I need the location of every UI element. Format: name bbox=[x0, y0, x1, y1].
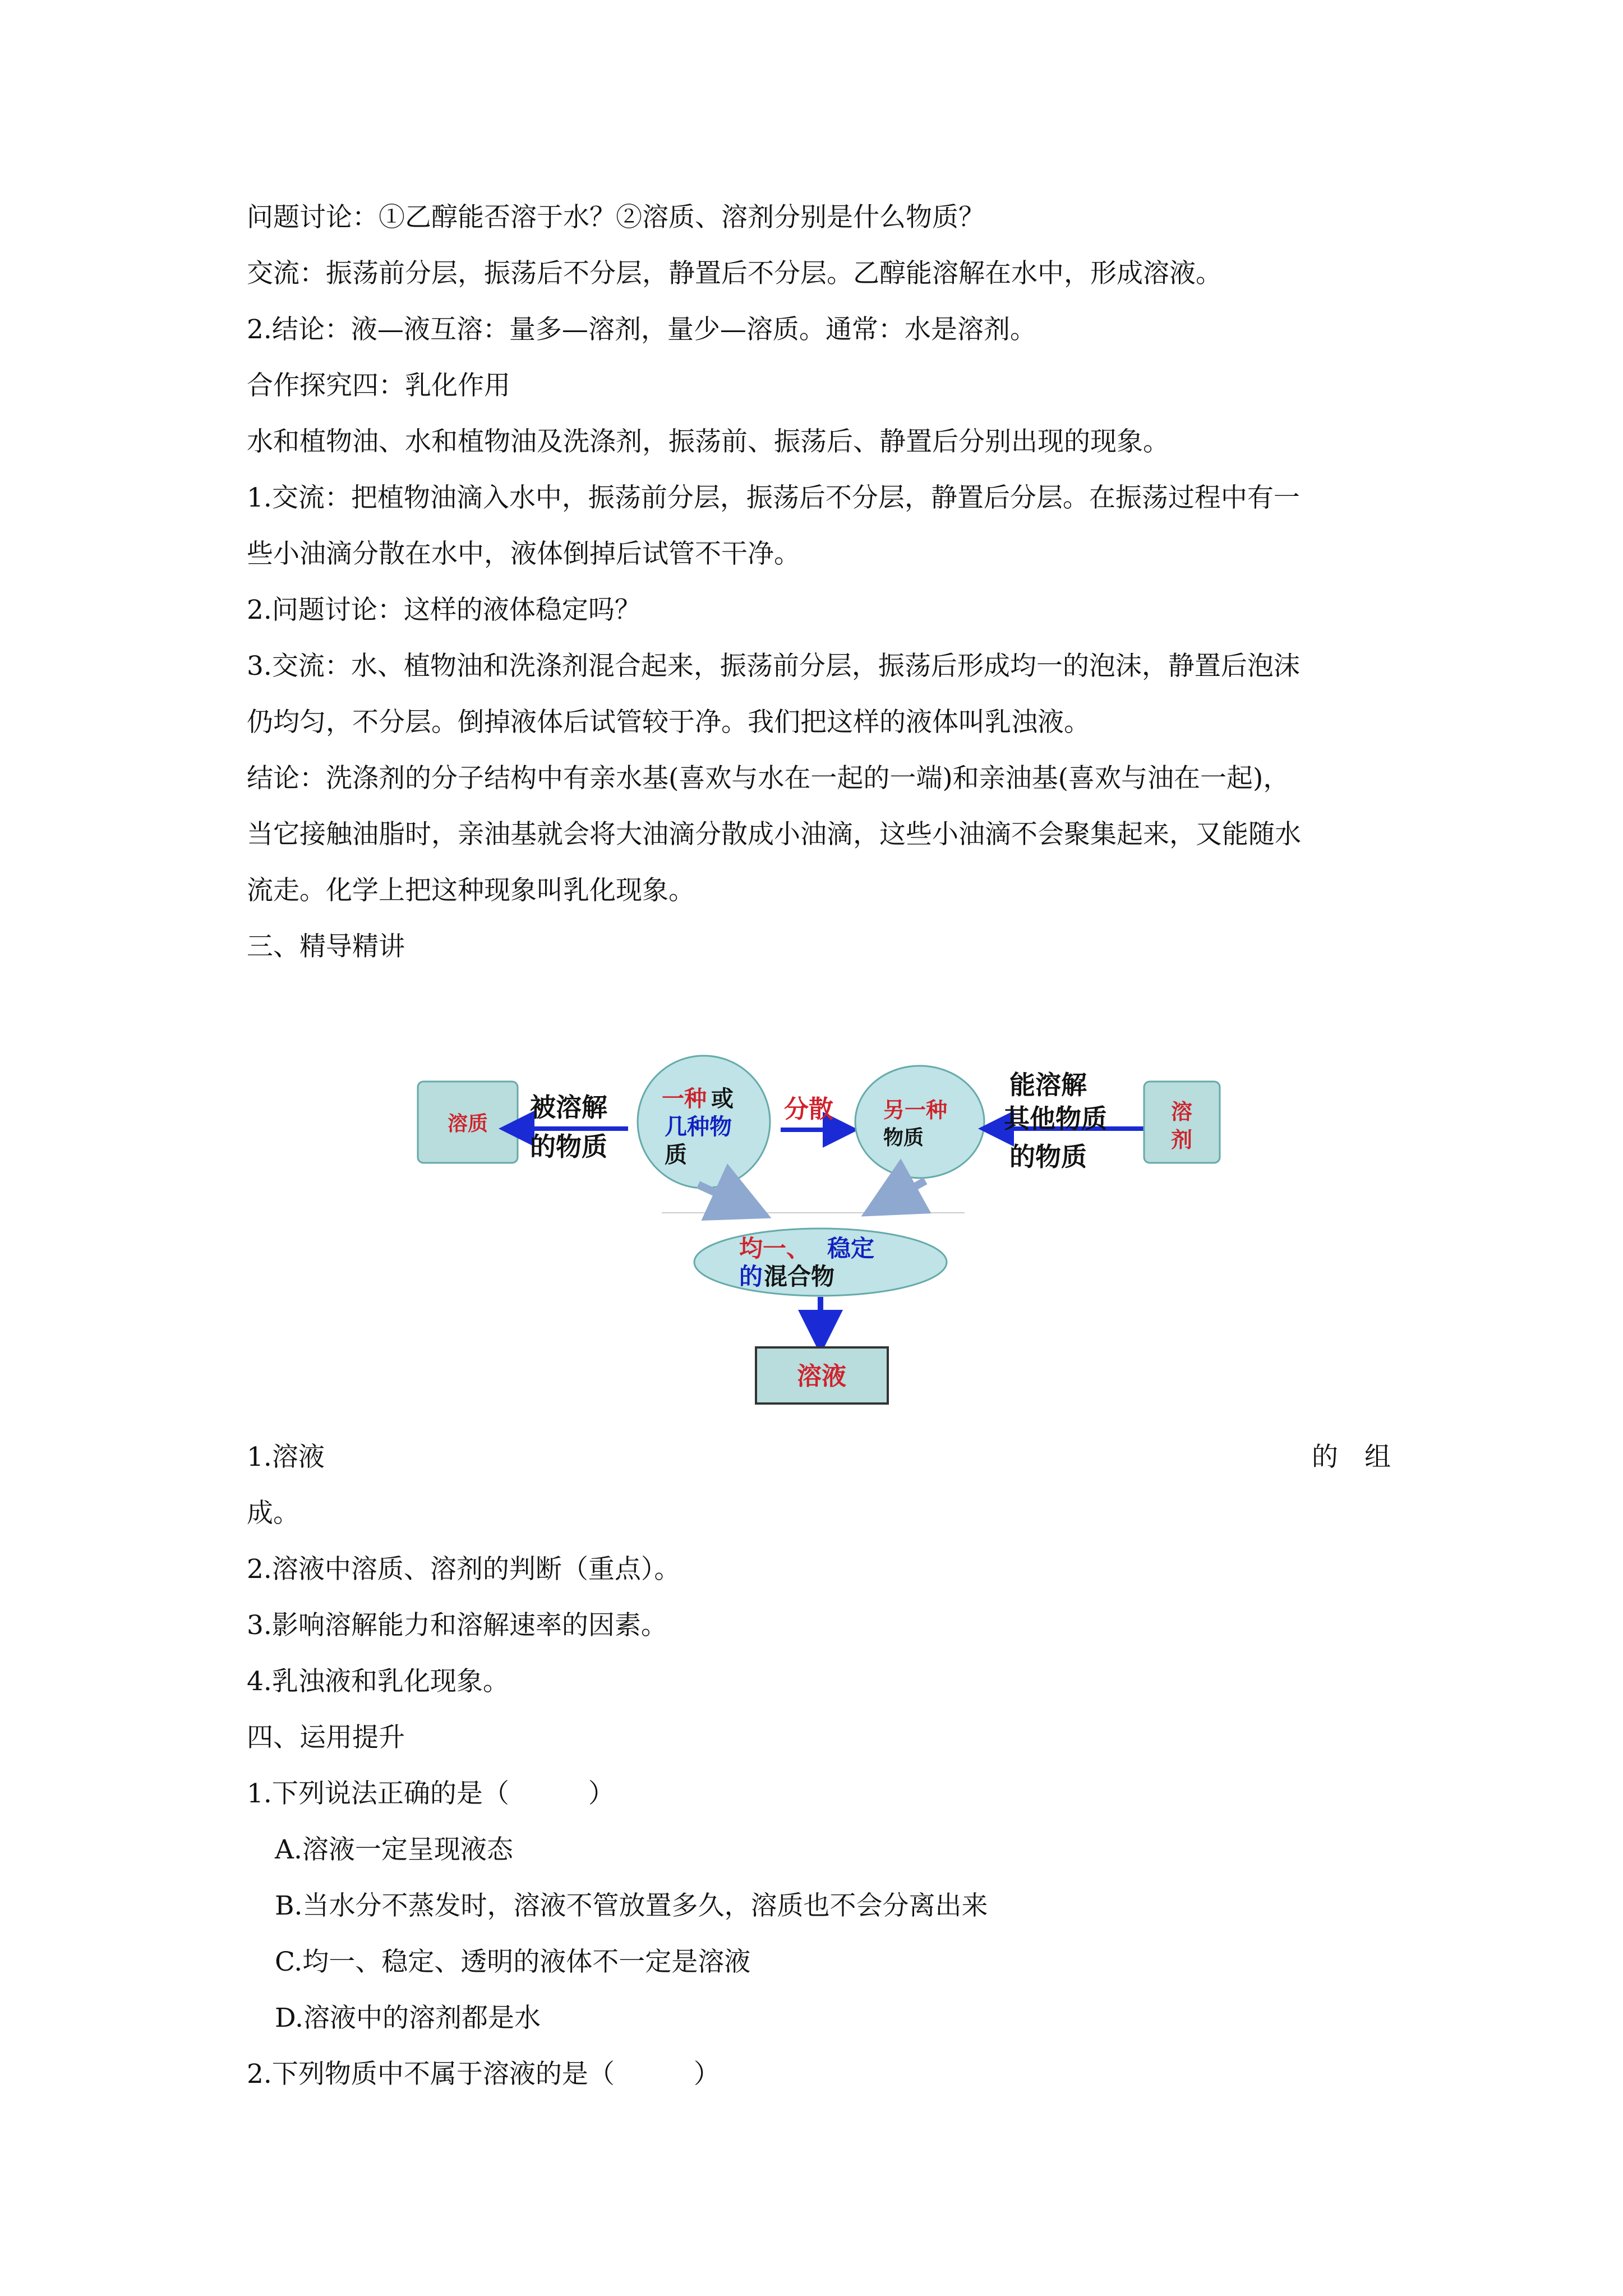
solute-arrow-label-1: 被溶解 bbox=[530, 1092, 607, 1122]
solvent-arrow-label-2: 其他物质 bbox=[1004, 1103, 1107, 1134]
question-1-option-c: C.均一、稳定、透明的液体不一定是溶液 bbox=[275, 1947, 751, 1977]
summary-item-1-cont: 成。 bbox=[247, 1498, 299, 1529]
circle-left-text-3: 质 bbox=[665, 1142, 687, 1168]
mixture-text-2b: 混合物 bbox=[764, 1263, 835, 1290]
question-2-stem: 2.下列物质中不属于溶液的是（ ） bbox=[247, 2059, 720, 2090]
heading-inquiry-four: 合作探究四：乳化作用 bbox=[247, 370, 510, 401]
merge-arrow-left bbox=[698, 1185, 757, 1212]
heading-section-four: 四、运用提升 bbox=[247, 1722, 405, 1753]
circle-right-text-1: 另一种 bbox=[883, 1098, 948, 1122]
solute-box-label: 溶质 bbox=[447, 1112, 488, 1135]
summary-item-2: 2.溶液中溶质、溶剂的判断（重点）。 bbox=[247, 1554, 681, 1585]
circle-left-text-2: 几种物 bbox=[665, 1114, 732, 1140]
paragraph-conclusion-b: 当它接触油脂时，亲油基就会将大油滴分散成小油滴，这些小油滴不会聚集起来，又能随水 bbox=[247, 819, 1301, 850]
summary-item-4: 4.乳浊液和乳化现象。 bbox=[247, 1666, 509, 1697]
paragraph-exchange: 交流：振荡前分层，振荡后不分层，静置后不分层。乙醇能溶解在水中，形成溶液。 bbox=[247, 258, 1222, 289]
mixture-text-1b: 稳定 bbox=[827, 1235, 875, 1262]
paragraph-conclusion: 2.结论：液—液互溶：量多—溶剂，量少—溶质。通常：水是溶剂。 bbox=[247, 314, 1036, 345]
solvent-box-label-1: 溶 bbox=[1170, 1099, 1193, 1124]
solute-arrow-label-2: 的物质 bbox=[530, 1131, 607, 1162]
paragraph-conclusion-a: 结论：洗涤剂的分子结构中有亲水基(喜欢与水在一起的一端)和亲油基(喜欢与油在一起)， bbox=[247, 763, 1290, 794]
paragraph-exchange-3a: 3.交流：水、植物油和洗涤剂混合起来，振荡前分层，振荡后形成均一的泡沫，静置后泡沫 bbox=[247, 651, 1300, 682]
paragraph-discussion: 问题讨论：①乙醇能否溶于水？②溶质、溶剂分别是什么物质？ bbox=[247, 202, 985, 233]
merge-arrow-right bbox=[875, 1181, 925, 1209]
mixture-text-2a: 的 bbox=[739, 1263, 763, 1290]
solvent-box-label-2: 剂 bbox=[1170, 1128, 1193, 1152]
circle-right-text-2: 物质 bbox=[883, 1126, 924, 1149]
question-1-option-d: D.溶液中的溶剂都是水 bbox=[275, 2003, 541, 2033]
heading-section-three: 三、精导精讲 bbox=[247, 931, 405, 962]
question-1-option-b: B.当水分不蒸发时，溶液不管放置多久，溶质也不会分离出来 bbox=[275, 1890, 988, 1921]
summary-item-1-left: 1.溶液 bbox=[247, 1442, 325, 1473]
circle-left-text-1a: 一种 bbox=[662, 1086, 707, 1112]
paragraph-exchange-3b: 仍均匀，不分层。倒掉液体后试管较于净。我们把这样的液体叫乳浊液。 bbox=[247, 707, 1090, 738]
paragraph-question-2: 2.问题讨论：这样的液体稳定吗？ bbox=[247, 595, 641, 625]
solvent-arrow-label-1: 能溶解 bbox=[1009, 1070, 1087, 1100]
solvent-arrow-label-3: 的物质 bbox=[1009, 1142, 1087, 1172]
question-1-stem: 1.下列说法正确的是（ ） bbox=[247, 1778, 615, 1809]
disperse-label: 分散 bbox=[784, 1095, 833, 1124]
mixture-text-1a: 均一、 bbox=[739, 1235, 810, 1262]
paragraph-exchange-1a: 1.交流：把植物油滴入水中，振荡前分层，振荡后不分层，静置后分层。在振荡过程中有一 bbox=[247, 482, 1300, 513]
paragraph-conclusion-c: 流走。化学上把这种现象叫乳化现象。 bbox=[247, 875, 695, 906]
circle-left-text-1b: 或 bbox=[711, 1086, 734, 1112]
paragraph-exchange-1b: 些小油滴分散在水中，液体倒掉后试管不干净。 bbox=[247, 539, 800, 569]
paragraph-phenomena: 水和植物油、水和植物油及洗涤剂，振荡前、振荡后、静置后分别出现的现象。 bbox=[247, 426, 1169, 457]
summary-item-3: 3.影响溶解能力和溶解速率的因素。 bbox=[247, 1610, 667, 1641]
question-1-option-a: A.溶液一定呈现液态 bbox=[275, 1834, 513, 1865]
summary-item-1-right: 的 组 bbox=[1312, 1442, 1391, 1473]
summary-item-1 bbox=[247, 1429, 1391, 1485]
solution-box-label: 溶液 bbox=[797, 1362, 846, 1391]
